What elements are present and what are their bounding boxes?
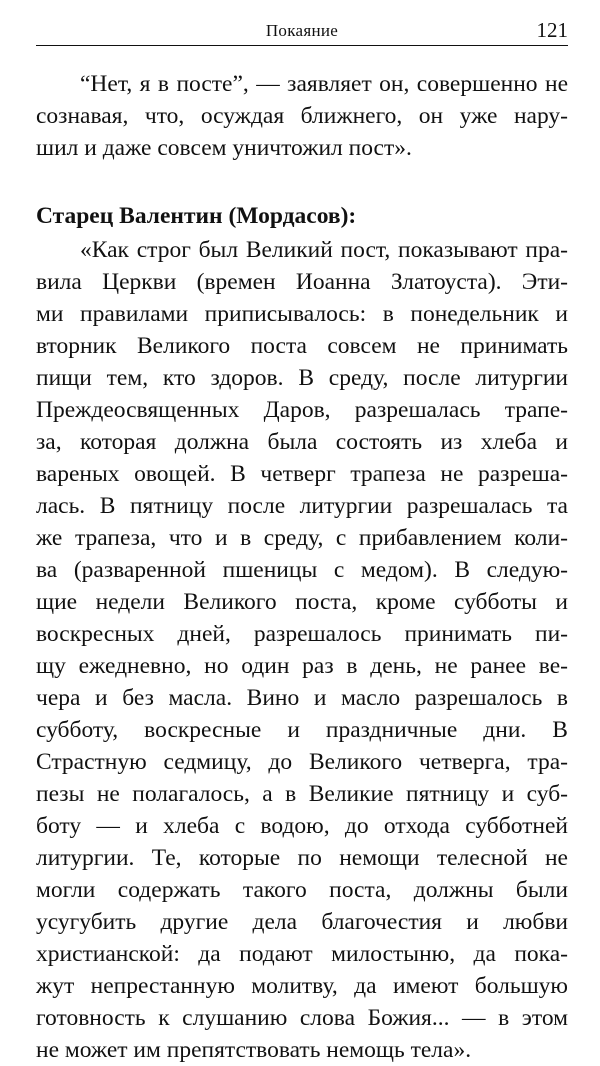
paragraph-line: пищи тем, кто здоров. В среду, после литургии [36, 365, 568, 391]
paragraph-line: шил и даже совсем уничтожил пост». [36, 135, 412, 161]
running-head [36, 18, 568, 44]
paragraph-line: готовность к слушанию слова Божия... — в этом [36, 1005, 568, 1031]
paragraph-line: «Как строг был Великий пост, показывают пра- [80, 237, 568, 263]
paragraph-line: щие недели Великого поста, кроме субботы и [36, 589, 568, 615]
paragraph-line: сознавая, что, осуждая ближнего, он уже нару- [36, 103, 568, 129]
paragraph-line: за, которая должна была состоять из хлеба и [36, 429, 568, 455]
paragraph-line: христианской: да подают милостыню, да пока- [36, 941, 568, 967]
paragraph-line: вила Церкви (времен Иоанна Златоуста). Эти- [36, 269, 568, 295]
paragraph-line: усугубить другие дела благочестия и любви [36, 909, 568, 935]
quote-paragraph [36, 234, 568, 1066]
paragraph-line: “Нет, я в посте”, — заявляет он, совершенно не [80, 71, 568, 97]
paragraph-line: щу ежедневно, но один раз в день, не ранее ве- [36, 653, 568, 679]
paragraph-line: вареных овощей. В четверг трапеза не разреша- [36, 461, 568, 487]
paragraph-line: вторник Великого поста совсем не принимать [36, 333, 568, 359]
paragraph-line: Страстную седмицу, до Великого четверга, тра- [36, 749, 568, 775]
paragraph-line: же трапеза, что и в среду, с прибавлением коли- [36, 525, 568, 551]
paragraph-line: литургии. Те, которые по немощи телесной не [36, 845, 568, 871]
paragraph-line: пезы не полагалось, а в Великие пятницу и суб- [36, 781, 568, 807]
paragraph-line: ва (разваренной пшеницы с медом). В следую- [36, 557, 568, 583]
header-rule [36, 45, 568, 46]
page-number: 121 [536, 18, 568, 42]
section-heading: Старец Валентин (Мордасов): [36, 203, 357, 229]
paragraph-line: Преждеосвященных Даров, разрешалась трапе- [36, 397, 568, 423]
paragraph-line: лась. В пятницу после литургии разрешалась та [36, 493, 568, 519]
top-paragraph [36, 68, 568, 164]
paragraph-line: воскресных дней, разрешалось принимать пи- [36, 621, 568, 647]
paragraph-line: жут непрестанную молитву, да имеют большую [36, 973, 568, 999]
paragraph-line: боту — и хлеба с водою, до отхода субботней [36, 813, 568, 839]
paragraph-line: могли содержать такого поста, должны были [36, 877, 568, 903]
paragraph-line: не может им препятствовать немощь тела». [36, 1037, 472, 1063]
running-title: Покаяние [265, 21, 339, 40]
paragraph-line: чера и без масла. Вино и масло разрешалось в [36, 685, 568, 711]
paragraph-line: ми правилами приписывалось: в понедельник и [36, 301, 568, 327]
paragraph-line: субботу, воскресные и праздничные дни. В [36, 717, 568, 743]
